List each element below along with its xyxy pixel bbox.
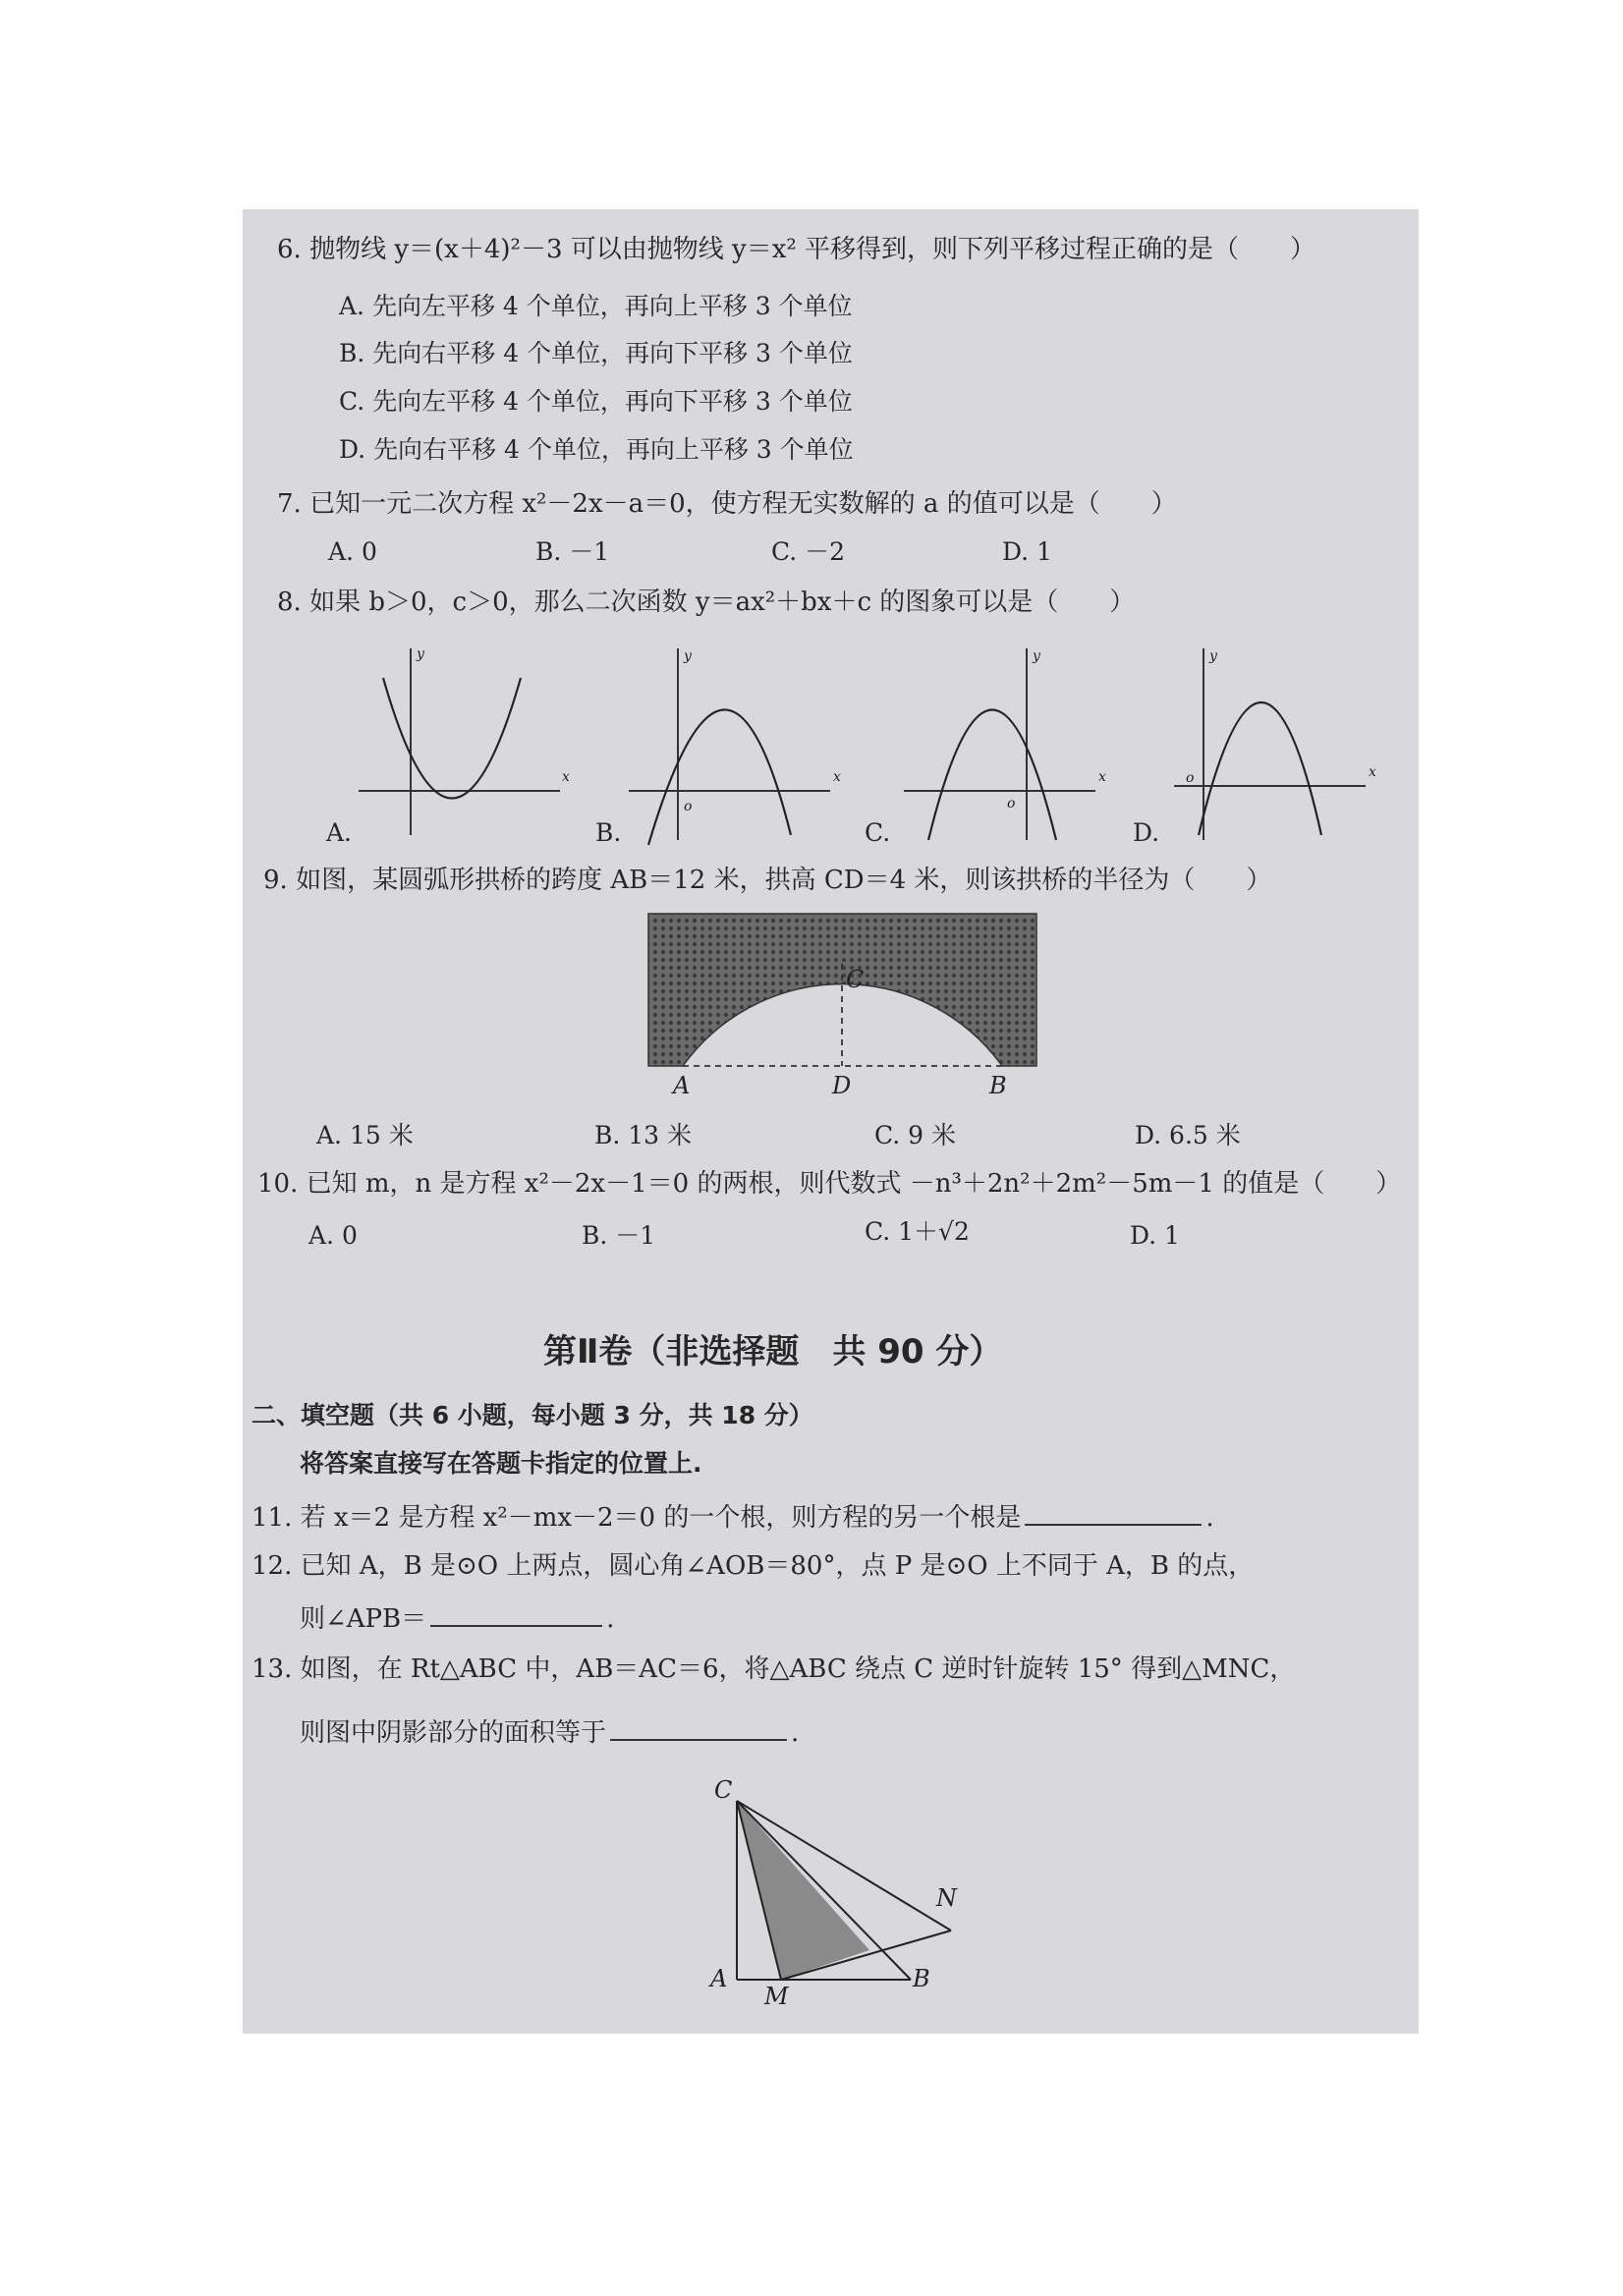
q13-end: . [791, 1718, 800, 1748]
q13-text: 则图中阴影部分的面积等于 [300, 1718, 607, 1748]
q13-label-n: N [936, 1884, 957, 1912]
q9-label-b: B [989, 1072, 1007, 1099]
q8-a-x-label: x [562, 769, 570, 785]
q6-option-d: D. 先向右平移 4 个单位，再向上平移 3 个单位 [339, 435, 854, 464]
q13-triangle-figure [702, 1768, 987, 2010]
q9-bridge-figure [644, 909, 1056, 1105]
q11-text: 11. 若 x＝2 是方程 x²－mx－2＝0 的一个根，则方程的另一个根是 [252, 1503, 1022, 1533]
q12-line1: 12. 已知 A，B 是⊙O 上两点，圆心角∠AOB＝80°，点 P 是⊙O 上不同于 A，B 的点， [252, 1551, 1255, 1581]
q6-option-c: C. 先向左平移 4 个单位，再向下平移 3 个单位 [339, 387, 853, 416]
q8-d-y-label: y [1209, 648, 1217, 664]
q8-b-x-label: x [833, 769, 841, 785]
q8-option-b: B. [595, 818, 622, 847]
q13-label-c: C [714, 1776, 733, 1804]
q9-label-d: D [832, 1072, 852, 1099]
q8-d-x-label: x [1369, 764, 1376, 780]
q8-b-y-label: y [684, 648, 692, 664]
q11-answer-blank[interactable] [1025, 1500, 1202, 1526]
q13-answer-blank[interactable] [610, 1715, 787, 1741]
q8-a-y-label: y [417, 646, 424, 662]
q10-stem: 10. 已知 m，n 是方程 x²－2x－1＝0 的两根，则代数式 －n³＋2n²＋2m²－5m－1 的值是（ ） [257, 1169, 1402, 1199]
q8-option-a: A. [326, 818, 353, 847]
q7-option-c: C. －2 [771, 537, 846, 566]
q7-option-d: D. 1 [1002, 537, 1052, 566]
q13-line1: 13. 如图，在 Rt△ABC 中，AB＝AC＝6，将△ABC 绕点 C 逆时针旋转 15° 得到△MNC， [252, 1654, 1296, 1684]
q10-option-c: C. 1＋√2 [865, 1217, 970, 1246]
q7-option-b: B. －1 [535, 537, 610, 566]
q8-c-x-label: x [1098, 769, 1106, 785]
q13-line2 [300, 1715, 799, 1749]
q8-graph-b [619, 639, 855, 845]
q12-answer-blank[interactable] [430, 1601, 602, 1627]
q8-graph-d [1164, 639, 1400, 845]
q12-line2 [300, 1601, 614, 1635]
q9-option-c: C. 9 米 [874, 1121, 956, 1149]
q8-d-origin: o [1186, 770, 1195, 786]
q9-option-d: D. 6.5 米 [1135, 1121, 1241, 1149]
q6-option-a: A. 先向左平移 4 个单位，再向上平移 3 个单位 [339, 292, 853, 320]
q10-option-b: B. －1 [582, 1221, 656, 1250]
q7-option-a: A. 0 [328, 537, 377, 566]
q8-graph-a [334, 639, 570, 845]
section2-title: 第Ⅱ卷（非选择题 共 90 分） [543, 1332, 1003, 1372]
q6-stem: 6. 抛物线 y＝(x＋4)²－3 可以由抛物线 y＝x² 平移得到，则下列平移过程正确的是（ ） [277, 235, 1316, 264]
q9-option-a: A. 15 米 [316, 1121, 414, 1149]
q10-option-a: A. 0 [308, 1221, 358, 1250]
q9-stem: 9. 如图，某圆弧形拱桥的跨度 AB＝12 米，拱高 CD＝4 米，则该拱桥的半径为（ ） [263, 866, 1272, 895]
q12-text: 则∠APB＝ [300, 1604, 427, 1634]
q8-stem: 8. 如果 b＞0，c＞0，那么二次函数 y＝ax²＋bx＋c 的图象可以是（ ） [277, 588, 1136, 617]
q8-option-c: C. [865, 818, 891, 847]
q12-end: . [606, 1604, 615, 1634]
q9-option-b: B. 13 米 [594, 1121, 693, 1149]
exam-paper [243, 209, 1419, 2034]
q8-c-y-label: y [1033, 648, 1040, 664]
q13-label-a: A [710, 1965, 728, 1992]
section2-instruction: 将答案直接写在答题卡指定的位置上. [300, 1449, 702, 1478]
section2-heading: 二、填空题（共 6 小题，每小题 3 分，共 18 分） [252, 1401, 813, 1429]
q8-graph-c [894, 639, 1130, 845]
q9-label-c: C [846, 966, 865, 993]
q13-label-b: B [913, 1965, 930, 1992]
q8-option-d: D. [1133, 818, 1160, 847]
q11 [252, 1500, 1214, 1534]
q6-option-b: B. 先向右平移 4 个单位，再向下平移 3 个单位 [339, 339, 853, 367]
q13-label-m: M [764, 1983, 789, 2010]
q8-c-origin: o [1007, 796, 1016, 812]
q7-stem: 7. 已知一元二次方程 x²－2x－a＝0，使方程无实数解的 a 的值可以是（ ） [277, 489, 1177, 519]
q8-b-origin: o [684, 799, 693, 814]
q9-label-a: A [673, 1072, 691, 1099]
q10-option-d: D. 1 [1130, 1221, 1180, 1250]
q11-end: . [1205, 1503, 1214, 1533]
